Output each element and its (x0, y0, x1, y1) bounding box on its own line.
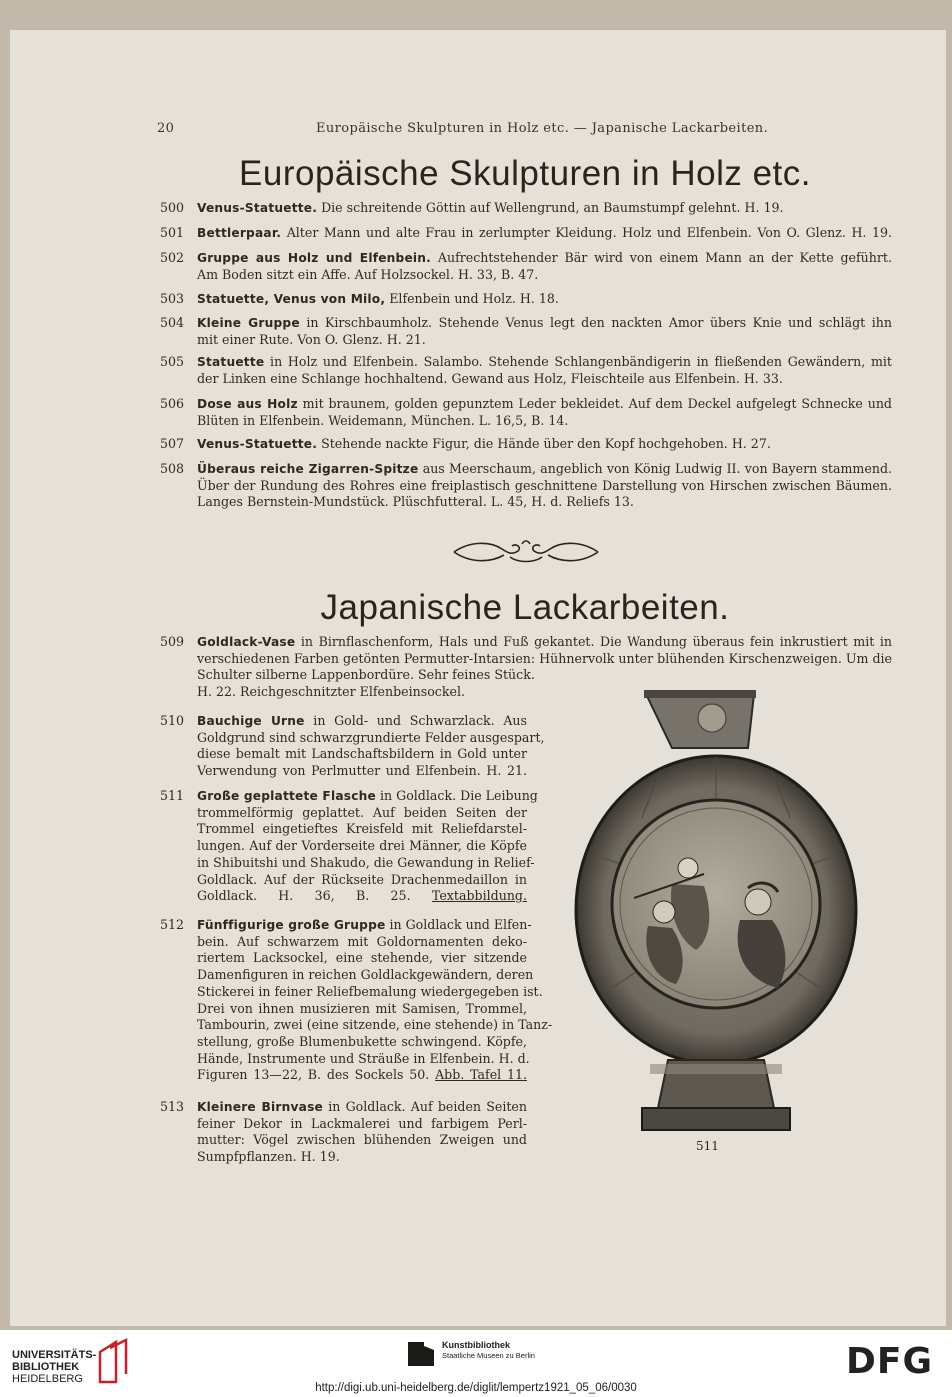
entry-text: Goldgrund sind schwarzgrundierte Felder ausgespart, (197, 729, 545, 745)
entry-text: bein. Auf schwarzem mit Goldornamenten deko- (197, 933, 527, 949)
entry-name: Dose aus Holz (197, 397, 298, 411)
entry-text: in Goldlack und Elfen- (389, 917, 532, 932)
entry-text: Über der Rundung des Rohres eine freiplastisch geschnittene Darstellung von Hirschen zwischen Bäumen. (197, 477, 892, 493)
entry-text: verschiedenen Farben getönten Permutter-Intarsien: Hühnervolk unter blühenden Kirschenzweigen. Um die (197, 650, 892, 666)
figure-reference-link[interactable]: Textabbildung. (431, 888, 527, 904)
entry-text: Verwendung von Perlmutter und Elfenbein. H. 21. (197, 763, 527, 779)
entry-number: 507 (160, 436, 185, 451)
entry-text: Alter Mann und alte Frau in zerlumpter Kleidung. Holz und Elfenbein. Von O. Glenz. H. 19. (286, 225, 892, 240)
dfg-logo: DFG (846, 1341, 934, 1382)
entry-number: 505 (160, 354, 185, 369)
entry-text: Aufrechtstehender Bär wird von einem Mann an der Kette geführt. (437, 250, 892, 265)
plate-reference-link[interactable]: Abb. Tafel 11. (435, 1067, 527, 1083)
entry-text: Langes Bernstein-Mundstück. Plüschfutteral. L. 45, H. d. Reliefs 13. (197, 494, 634, 510)
library-name-line3: HEIDELBERG (12, 1373, 83, 1385)
entry-text: Tambourin, zwei (eine sitzende, eine stehende) in Tanz- (197, 1017, 553, 1033)
entry-name: Kleinere Birnvase (197, 1100, 323, 1114)
figure-caption: 511 (696, 1139, 719, 1153)
entry-text: stellung, große Blumenbukette schwingend. Köpfe, (197, 1033, 527, 1049)
entry-number: 511 (160, 788, 185, 803)
moon-flask-vase-illustration (572, 688, 860, 1138)
entry-number: 503 (160, 291, 185, 306)
entry-name: Bettlerpaar. (197, 226, 282, 240)
entry-text: Schulter silberne Lappenbordüre. Sehr feines Stück. (197, 667, 535, 683)
entry-text: feiner Dekor in Lackmalerei und farbigem Perl- (197, 1115, 527, 1131)
section-title-japanese: Japanische Lackarbeiten. (320, 588, 730, 627)
entry-text: Sumpfpflanzen. H. 19. (197, 1149, 340, 1165)
entry-text: diese bemalt mit Landschaftsbildern in Gold unter (197, 746, 527, 762)
entry-number: 500 (160, 200, 185, 215)
entry-number: 512 (160, 917, 185, 932)
entry-number: 510 (160, 713, 185, 728)
entry-text: Am Boden sitzt ein Affe. Auf Holzsockel. H. 33, B. 47. (197, 266, 539, 282)
entry-name: Fünffigurige große Gruppe (197, 918, 386, 932)
entry-text: Die schreitende Göttin auf Wellengrund, an Baumstumpf gelehnt. H. 19. (321, 200, 784, 215)
entry-text: riertem Lacksockel, eine stehende, vier sitzende (197, 950, 527, 966)
entry-name: Überaus reiche Zigarren-Spitze (197, 462, 419, 476)
entry-text: in Gold- und Schwarzlack. Aus (313, 713, 527, 728)
entry-text: Hände, Instrumente und Sträuße in Elfenbein. H. d. (197, 1050, 530, 1066)
entry-text: der Linken eine Schlange hochhaltend. Gewand aus Holz, Fleischteile aus Elfenbein. H. 33. (197, 370, 783, 386)
ornament-divider-icon (450, 537, 602, 567)
entry-name: Venus-Statuette. (197, 437, 318, 451)
entry-text: Elfenbein und Holz. H. 18. (389, 291, 559, 306)
entry-text: mit einer Rute. Von O. Glenz. H. 21. (197, 331, 426, 347)
entry-text: Trommel eingetieftes Kreisfeld mit Reliefdarstel- (197, 821, 527, 837)
entry-name: Goldlack-Vase (197, 635, 296, 649)
entry-text: H. 22. Reichgeschnitzter Elfenbeinsockel. (197, 684, 465, 700)
entry-name: Große geplattete Flasche (197, 789, 376, 803)
entry-text: Damenfiguren in reichen Goldlackgewändern, deren (197, 967, 534, 983)
entry-name: Bauchige Urne (197, 714, 305, 728)
entry-text: Stickerei in feiner Reliefbemalung wiedergegeben ist. (197, 983, 543, 999)
entry-name: Venus-Statuette. (197, 201, 318, 215)
entry-text: in Holz und Elfenbein. Salambo. Stehende Schlangenbändigerin in fließenden Gewändern, mit (270, 354, 892, 369)
entry-name: Kleine Gruppe (197, 316, 300, 330)
entry-text: Stehende nackte Figur, die Hände über den Kopf hochgehoben. H. 27. (321, 436, 771, 451)
page-number: 20 (157, 121, 175, 136)
entry-text: in Birnflaschenform, Hals und Fuß gekantet. Die Wandung überaus fein inkrustiert mit in (300, 634, 892, 649)
entry-number: 502 (160, 250, 185, 265)
entry-text: trommelförmig geplattet. Auf beiden Seiten der (197, 804, 527, 820)
entry-name: Statuette (197, 355, 265, 369)
kunstbibliothek-subtitle: Staatliche Museen zu Berlin (442, 1351, 535, 1360)
entry-text: Goldlack. Auf der Rückseite Drachenmedaillon in (197, 871, 527, 887)
entry-number: 509 (160, 634, 185, 649)
entry-number: 501 (160, 225, 185, 240)
library-name-line2: BIBLIOTHEK (12, 1361, 80, 1373)
entry-text: in Goldlack. Auf beiden Seiten (328, 1099, 527, 1114)
entry-number: 508 (160, 461, 185, 476)
entry-text: mutter: Vögel zwischen blühenden Zweigen und (197, 1132, 527, 1148)
entry-text: lungen. Auf der Vorderseite drei Männer, die Köpfe (197, 838, 527, 854)
entry-text: Goldlack. H. 36, B. 25. (197, 888, 411, 904)
running-title: Europäische Skulpturen in Holz etc. — Japanische Lackarbeiten. (316, 121, 769, 136)
kunstbibliothek-logo-icon (404, 1340, 436, 1368)
entry-number: 504 (160, 315, 185, 330)
entry-name: Statuette, Venus von Milo, (197, 292, 386, 306)
section-title-european: Europäische Skulpturen in Holz etc. (239, 154, 811, 193)
entry-text: aus Meerschaum, angeblich von König Ludwig II. von Bayern stammend. (422, 461, 893, 476)
entry-name: Gruppe aus Holz und Elfenbein. (197, 251, 432, 265)
entry-text: mit braunem, golden gepunztem Leder bekleidet. Auf dem Deckel aufgelegt Schnecke und (302, 396, 892, 411)
permalink-url[interactable]: http://digi.ub.uni-heidelberg.de/diglit/lempertz1921_05_06/0030 (315, 1382, 637, 1394)
kunstbibliothek-name: Kunstbibliothek (442, 1340, 510, 1350)
entry-text: Drei von ihnen musizieren mit Samisen, Trommel, (197, 1000, 527, 1016)
library-logo-icon (96, 1338, 132, 1386)
entry-number: 506 (160, 396, 185, 411)
entry-text: in Kirschbaumholz. Stehende Venus legt den nackten Amor übers Knie und schlägt ihn (306, 315, 892, 330)
entry-text: in Goldlack. Die Leibung (380, 788, 538, 803)
library-name-line1: UNIVERSITÄTS- (12, 1349, 97, 1361)
entry-text: Figuren 13—22, B. des Sockels 50. (197, 1067, 430, 1083)
entry-text: in Shibuitshi und Shakudo, die Gewandung in Relief- (197, 854, 535, 870)
entry-text: Blüten in Elfenbein. Weidemann, München. L. 16,5, B. 14. (197, 412, 569, 428)
entry-number: 513 (160, 1099, 185, 1114)
